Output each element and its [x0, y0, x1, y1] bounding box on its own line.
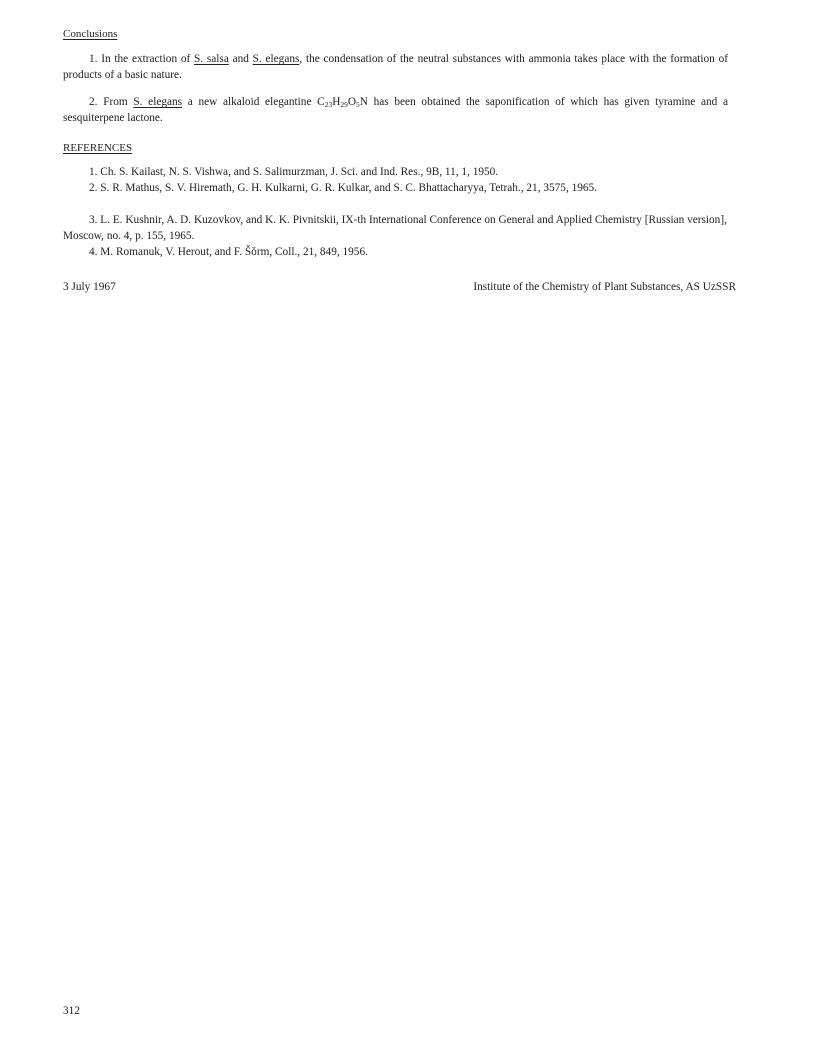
- conclusion-text: , the condensation of the neutral substances with ammonia takes place with the formation of products of a basic nature.: [63, 53, 728, 81]
- conclusion-text: N has been obtained the saponification of which has given tyramine and a sesquiterpene lactone.: [63, 96, 728, 124]
- conclusion-text: In the extraction of: [101, 53, 195, 65]
- reference-item: [63, 181, 728, 197]
- species-name: S. elegans: [252, 53, 300, 65]
- conclusion-text: and: [228, 53, 253, 65]
- reference-text: 3. L. E. Kushnir, A. D. Kuzovkov, and K. K. Pivnitskii, IX-th International Conference on General and Applied Chemistry [Russian version], Moscow, no. 4, p. 155, 1965.: [63, 214, 727, 242]
- conclusion-number: 2.: [89, 96, 98, 108]
- conclusion-text: From: [103, 96, 134, 108]
- institute-affiliation: Institute of the Chemistry of Plant Substances, AS UzSSR: [473, 281, 736, 293]
- references-heading: REFERENCES: [63, 142, 133, 154]
- subscript: 23: [324, 100, 333, 109]
- conclusion-item-2: [63, 95, 728, 126]
- species-name: S. elegans: [133, 96, 183, 108]
- conclusions-heading: Conclusions: [63, 28, 118, 40]
- species-name: S. salsa: [194, 53, 229, 65]
- subscript: 5: [356, 100, 360, 109]
- conclusion-text: a new alkaloid elegantine C: [182, 96, 325, 108]
- conclusion-item-1: [63, 52, 728, 83]
- reference-item: [63, 245, 728, 261]
- formula-element: H: [332, 96, 341, 108]
- reference-item: [63, 213, 728, 244]
- conclusion-number: 1.: [89, 53, 98, 65]
- reference-text: 2. S. R. Mathus, S. V. Hiremath, G. H. Kulkarni, G. R. Kulkar, and S. C. Bhattacharyya, Tetrah., 21, 3575, 1965.: [89, 182, 598, 194]
- reference-text: 4. M. Romanuk, V. Herout, and F. Šŏrm, Coll., 21, 849, 1956.: [89, 246, 368, 258]
- formula-element: O: [347, 96, 357, 108]
- subscript: 29: [340, 100, 348, 109]
- reference-text: 1. Ch. S. Kailast, N. S. Vishwa, and S. Salimurzman, J. Sci. and Ind. Res., 9B, 11, 1, 1950.: [89, 166, 499, 178]
- submission-date: 3 July 1967: [63, 281, 116, 293]
- page-number: 312: [63, 1005, 80, 1017]
- reference-item: [63, 165, 728, 181]
